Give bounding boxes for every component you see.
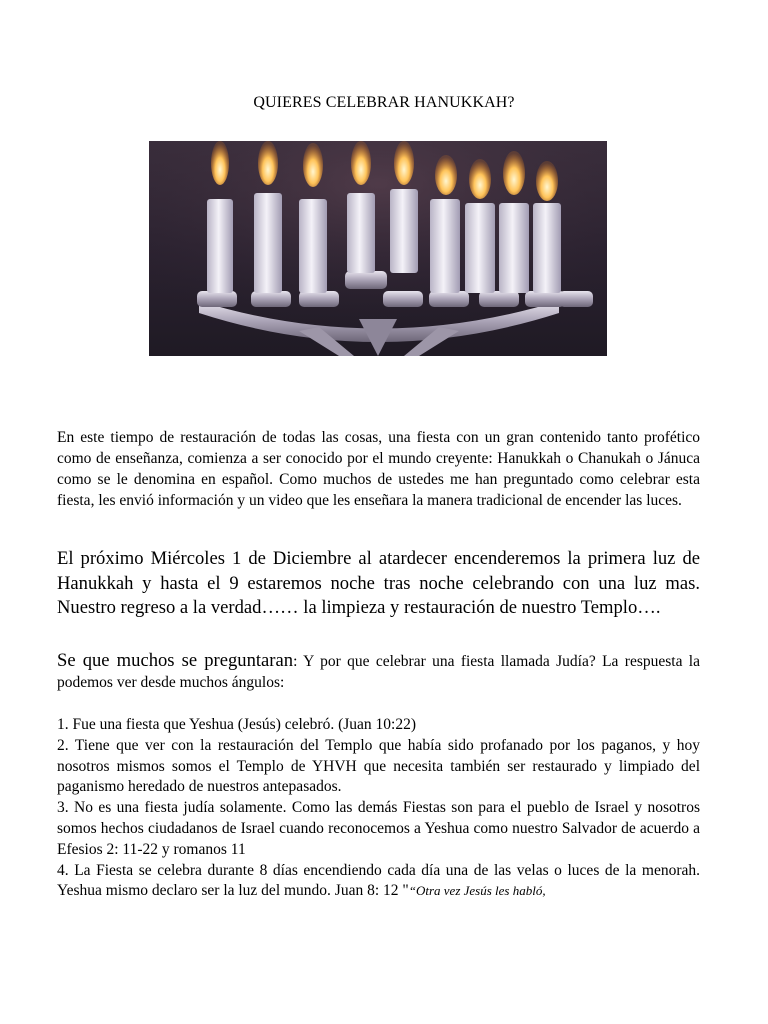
question-rest: : Y por que celebrar una fiesta llamada Judía? La respuesta la podemos ver desde muchos ángulos: — [57, 653, 700, 691]
list-item: 2. Tiene que ver con la restauración del Templo que había sido profanado por los paganos, y hoy nosotros mismos somos el Templo de YHVH que necesita también ser restaurado y limpiado del paganismo heredado de nuestros antepasados. — [57, 736, 700, 796]
list-item — [57, 861, 700, 903]
list-item: 3. No es una fiesta judía solamente. Como las demás Fiestas son para el pueblo de Israel y nosotros somos hechos ciudadanos de Israel cuando reconocemos a Yeshua como nuestro Salvador de acuerdo a Efesios 2: 11-22 y romanos 11 — [57, 799, 700, 858]
reasons-list — [57, 715, 700, 902]
document-title: QUIERES CELEBRAR HANUKKAH? — [253, 94, 515, 111]
bible-quote: “Otra vez Jesús les habló, — [408, 883, 546, 899]
intro-paragraph: En este tiempo de restauración de todas las cosas, una fiesta con un gran contenido tanto profético como de enseñanza, comienza a ser conocido por el mundo creyente: Hanukkah o Chanukah o Jánuca como se le denomina en español. Como muchos de ustedes me han preguntado como celebrar esta fiesta, les envió información y un video que les enseñara la manera tradicional de encender las luces. — [57, 429, 700, 509]
list-item-4-text: 4. La Fiesta se celebra durante 8 días encendiendo cada día una de las velas o luces de la menorah. Yeshua mismo declaro ser la luz del mundo. Juan 8: 12 " — [57, 861, 700, 900]
list-item: 1. Fue una fiesta que Yeshua (Jesús) celebró. (Juan 10:22) — [57, 716, 417, 733]
question-paragraph — [57, 650, 700, 693]
question-lead: Se que muchos se preguntaran — [57, 650, 294, 671]
announcement-paragraph: El próximo Miércoles 1 de Diciembre al atardecer encenderemos la primera luz de Hanukkah y hasta el 9 estaremos noche tras noche celebrando con una luz mas. Nuestro regreso a la verdad…… la limpieza y restauración de nuestro Templo…. — [57, 548, 700, 618]
menorah-photo — [149, 141, 607, 356]
